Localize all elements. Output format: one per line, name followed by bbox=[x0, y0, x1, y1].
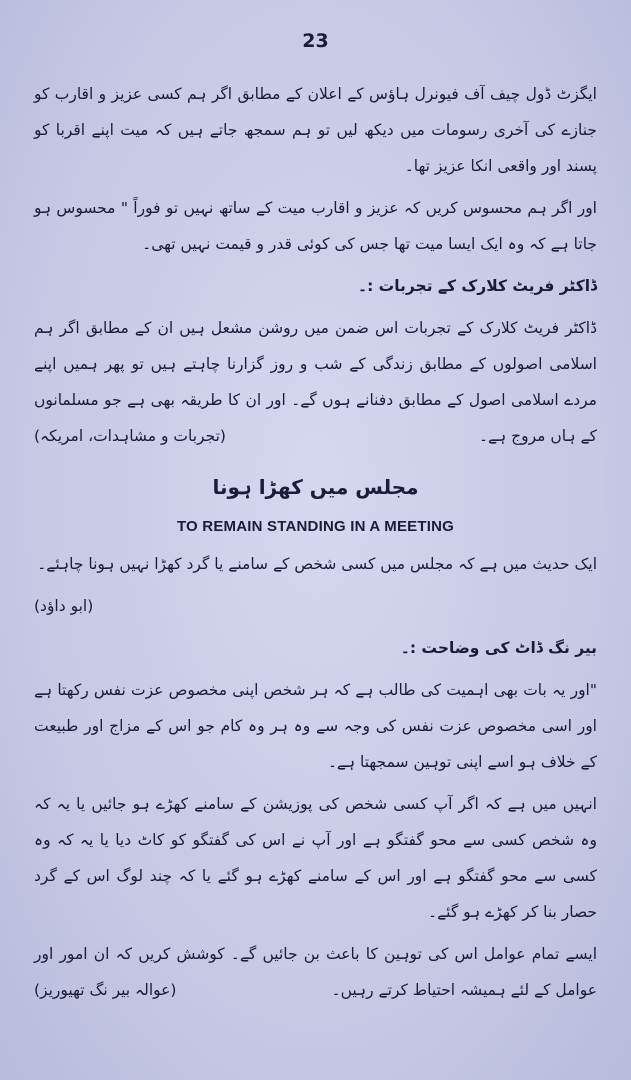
paragraph bbox=[34, 310, 597, 454]
paragraph: "اور یہ بات بھی اہمیت کی طالب ہے کہ ہر شخص اپنی مخصوص عزت نفس رکھتا ہے اور اسی مخصوص عزت نفس کی وجہ سے وہ ہر وہ کام جو اس کے مزاج اور طبیعت کے خلاف ہو اسے اپنی توہین سمجھتا ہے۔ bbox=[34, 681, 597, 771]
source-citation: (تجربات و مشاہدات، امریکہ) bbox=[34, 427, 226, 445]
page-body bbox=[34, 76, 597, 1014]
paragraph bbox=[34, 936, 597, 1008]
paragraph: ایگزٹ ڈول چیف آف فیونرل ہاؤس کے اعلان کے مطابق اگر ہم کسی عزیز و اقارب کو جنازے کی آخری رسومات میں دیکھ لیں تو ہم سمجھ جاتے ہیں کہ میت اپنے اقربا کو پسند اور واقعی انکا عزیز تھا۔ bbox=[34, 85, 597, 175]
source-citation: (عوالہ بیر نگ تھیوریز) bbox=[34, 981, 177, 999]
hadith-text: ایک حدیث میں ہے کہ مجلس میں کسی شخص کے سامنے یا گرد کھڑا نہیں ہونا چاہئے۔ bbox=[37, 555, 597, 573]
paragraph-text: ڈاکٹر فریٹ کلارک کے تجربات اس ضمن میں روشن مشعل ہیں ان کے مطابق اگر ہم اسلامی اصولوں کے مطابق زندگی کے شب و روز گزارنا چاہتے ہیں تو پھر ہمیں اپنے مردے اسلامی اصول کے مطابق دفنانے ہوں گے۔ اور ان کا طریقہ بھی ہے جو مسلمانوں کے ہاں مروج ہے۔ bbox=[34, 319, 597, 445]
section-heading: بیر نگ ڈاٹ کی وضاحت :۔ bbox=[400, 639, 597, 657]
page-number: 23 bbox=[302, 30, 329, 52]
chapter-title-english: TO REMAIN STANDING IN A MEETING bbox=[176, 518, 455, 535]
hadith-reference: (ابو داؤد) bbox=[34, 597, 94, 615]
chapter-title-urdu: مجلس میں کھڑا ہونا bbox=[212, 475, 419, 499]
section-heading: ڈاکٹر فریٹ کلارک کے تجربات :۔ bbox=[357, 277, 597, 295]
paragraph: انہیں میں ہے کہ اگر آپ کسی شخص کی پوزیشن کے سامنے کھڑے ہو جائیں یا یہ کہ وہ شخص کسی سے محو گفتگو ہے اور آپ نے اس کی گفتگو کو کاٹ دیا یا یہ کہ وہ کسی سے محو گفتگو ہے اور اس کے سامنے کھڑے ہو گئے یا کہ چند لوگ اس کے گرد حصار بنا کر کھڑے ہو گئے۔ bbox=[34, 795, 597, 921]
paragraph: اور اگر ہم محسوس کریں کہ عزیز و اقارب میت کے ساتھ نہیں تو فوراً " محسوس ہو جاتا ہے کہ وہ ایک ایسا میت تھا جس کی کوئی قدر و قیمت نہیں تھی۔ bbox=[34, 199, 597, 253]
paragraph-text: ایسے تمام عوامل اس کی توہین کا باعث بن جائیں گے۔ کوشش کریں کہ ان امور اور عوامل کے لئے ہمیشہ احتیاط کرتے رہیں۔ bbox=[34, 945, 597, 999]
